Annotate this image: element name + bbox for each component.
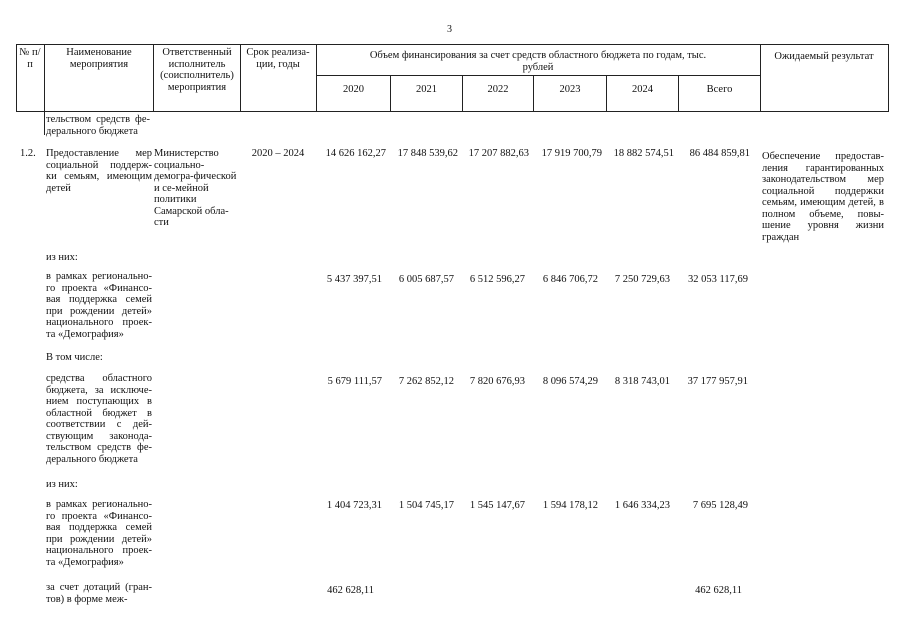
label-of-them-2: из них: <box>46 479 78 490</box>
row-regional-1-value-2024: 7 250 729,63 <box>614 274 670 285</box>
row-1-2-result: Обеспечение предостав-ления гарантированных законодательством мер социальной поддержки семьям, имеющим детей, в полном объеме, повы-шение уровня жизни граждан <box>762 151 884 243</box>
row-1-2-value-2023: 17 919 700,79 <box>541 148 602 159</box>
row-1-2-responsible: Министерство социально-демогра-фической и се-мейной политики Самарской обла-сти <box>154 148 237 228</box>
header-year-2024: 2024 <box>632 84 653 95</box>
row-regional-2-value-2023: 1 594 178,12 <box>542 500 598 511</box>
row-regional-2-name: в рамках регионально-го проекта «Финансо-вая поддержка семей при рождении детей» национального проек-та «Демография» <box>46 499 152 568</box>
header-name: Наименование мероприятия <box>66 47 132 70</box>
header-term: Срок реализа-ции, годы <box>246 47 310 70</box>
row-regional-funds-value-2022: 7 820 676,93 <box>469 376 525 387</box>
row-regional-1-value-2021: 6 005 687,57 <box>398 274 454 285</box>
row-regional-1-value-2020: 5 437 397,51 <box>326 274 382 285</box>
header-year-2022: 2022 <box>487 84 509 95</box>
row-grants-name: за счет дотаций (гран-тов) в форме меж- <box>46 582 152 605</box>
header-result: Ожидаемый результат <box>774 51 874 62</box>
row-1-2-term: 2020 – 2024 <box>251 148 305 159</box>
row-regional-funds-value-total: 37 177 957,91 <box>687 376 748 387</box>
row-regional-2-value-2020: 1 404 723,31 <box>326 500 382 511</box>
row-regional-2-value-2024: 1 646 334,23 <box>614 500 670 511</box>
page-number: 3 <box>447 24 452 35</box>
row-1-2-number: 1.2. <box>20 148 36 159</box>
header-year-2020: 2020 <box>343 84 364 95</box>
header-year-total: Всего <box>706 84 733 95</box>
row-grants-value-2020: 462 628,11 <box>327 585 374 596</box>
row-regional-2-value-total: 7 695 128,49 <box>692 500 748 511</box>
header-responsible: Ответственный исполнитель (соисполнитель) мероприятия <box>160 47 234 93</box>
row-regional-1-name: в рамках регионально-го проекта «Финансо-вая поддержка семей при рождении детей» национального проек-та «Демография» <box>46 271 152 340</box>
continuation-text: тельством средств фе-дерального бюджета <box>46 114 150 137</box>
row-1-2-name: Предоставление мер социальной поддерж-ки семьям, имеющим детей <box>46 148 152 194</box>
label-of-them-1: из них: <box>46 252 78 263</box>
header-no: № п/п <box>19 47 41 70</box>
row-regional-1-value-total: 32 053 117,69 <box>688 274 748 285</box>
row-grants-value-total: 462 628,11 <box>695 585 742 596</box>
row-regional-1-value-2023: 6 846 706,72 <box>542 274 598 285</box>
header-year-2023: 2023 <box>559 84 581 95</box>
row-regional-2-value-2021: 1 504 745,17 <box>398 500 454 511</box>
header-financing: Объем финансирования за счет средств областного бюджета по годам, тыс. рублей <box>369 50 707 73</box>
row-1-2-value-2024: 18 882 574,51 <box>613 148 674 159</box>
row-1-2-value-2020: 14 626 162,27 <box>325 148 386 159</box>
row-1-2-value-2021: 17 848 539,62 <box>397 148 458 159</box>
header-year-2021: 2021 <box>416 84 437 95</box>
row-regional-2-value-2022: 1 545 147,67 <box>469 500 525 511</box>
row-1-2-value-2022: 17 207 882,63 <box>468 148 529 159</box>
row-regional-funds-value-2023: 8 096 574,29 <box>542 376 598 387</box>
row-regional-funds-value-2020: 5 679 111,57 <box>327 376 382 387</box>
row-regional-funds-name: средства областного бюджета, за исключе-нием поступающих в областной бюджет в соответствии с дей-ствующим законода-тельством средств фе-дерального бюджета <box>46 373 152 465</box>
row-regional-funds-value-2024: 8 318 743,01 <box>614 376 670 387</box>
row-regional-funds-value-2021: 7 262 852,12 <box>398 376 454 387</box>
label-including: В том числе: <box>46 352 103 363</box>
row-1-2-value-total: 86 484 859,81 <box>689 148 750 159</box>
row-regional-1-value-2022: 6 512 596,27 <box>469 274 525 285</box>
